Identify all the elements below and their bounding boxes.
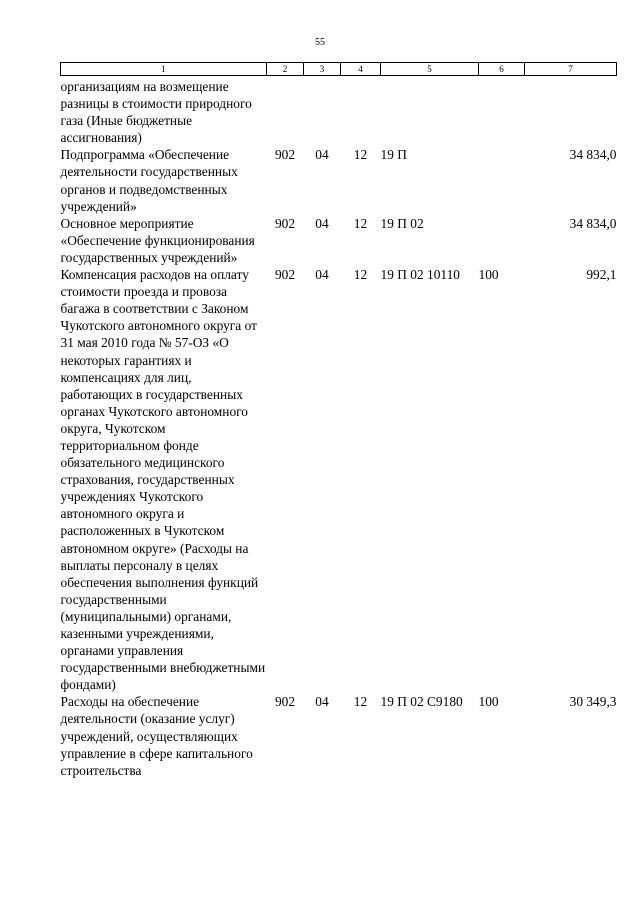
row-ministry-code: 902 — [274, 694, 296, 710]
row-target-article: 19 П 02 С9180 — [380, 694, 463, 710]
row-section-code: 04 — [315, 215, 329, 231]
row-subsection-code — [341, 76, 381, 147]
row-amount: 30 349,3 — [569, 694, 617, 710]
row-name: Подпрограмма «Обеспечение деятельности государственных органов и подведомственных учреждений» — [60, 147, 238, 214]
column-header: 7 — [525, 63, 617, 76]
row-amount: 34 834,0 — [569, 215, 617, 231]
column-header: 3 — [304, 63, 341, 76]
row-ministry-code: 902 — [274, 267, 296, 283]
table-row — [61, 266, 617, 693]
column-header: 1 — [61, 63, 267, 76]
row-name: организациям на возмещение разницы в стоимости природного газа (Иные бюджетные ассигнования) — [60, 79, 252, 146]
column-header: 6 — [479, 63, 525, 76]
budget-table — [60, 62, 617, 779]
row-section-code: 04 — [315, 147, 329, 163]
column-header: 5 — [381, 63, 479, 76]
row-expense-type: 100 — [478, 694, 499, 710]
row-name: Основное мероприятие «Обеспечение функционирования государственных учреждений» — [60, 215, 255, 265]
column-header: 4 — [341, 63, 381, 76]
row-section-code: 04 — [315, 267, 329, 283]
table-row — [61, 693, 617, 778]
row-subsection-code: 12 — [353, 267, 368, 283]
row-expense-type — [479, 76, 525, 147]
row-expense-type: 100 — [478, 267, 499, 283]
row-ministry-code: 902 — [274, 215, 296, 231]
table-row — [61, 146, 617, 214]
row-expense-type — [479, 146, 525, 214]
table-row — [61, 215, 617, 266]
row-ministry-code — [267, 76, 304, 147]
page-number: 55 — [315, 37, 325, 48]
row-amount — [525, 76, 617, 147]
row-name: Компенсация расходов на оплату стоимости проезда и провоза багажа в соответствии с Законом Чукотского автономного округа от 31 мая 2010 года № 57-ОЗ «О некоторых гарантиях и компенсациях для лиц, работающих в государственных органах Чукотского автономного округа, Чукотском территориальном фонде обязательного медицинского страхования, государственных учреждениях Чукотского автономного округа и расположенных в Чукотском автономном округе» (Расходы на выплаты персоналу в целях обеспечения выполнения функций государственными (муниципальными) органами, казенными учреждениями, органами управления государственными внебюджетными фондами) — [60, 267, 266, 693]
row-target-article: 19 П — [380, 147, 407, 163]
row-section-code — [304, 76, 341, 147]
row-name: Расходы на обеспечение деятельности (оказание услуг) учреждений, осуществляющих управление в сфере капитального строительства — [60, 694, 253, 778]
row-expense-type — [479, 215, 525, 266]
row-amount: 992,1 — [586, 267, 617, 283]
row-subsection-code: 12 — [353, 215, 368, 231]
row-subsection-code: 12 — [353, 694, 368, 710]
row-section-code: 04 — [315, 694, 329, 710]
row-amount: 34 834,0 — [569, 147, 617, 163]
row-subsection-code: 12 — [353, 147, 368, 163]
table-row — [61, 76, 617, 147]
table-header-row — [61, 63, 617, 76]
row-target-article: 19 П 02 10110 — [380, 267, 460, 283]
row-ministry-code: 902 — [274, 147, 296, 163]
column-header: 2 — [267, 63, 304, 76]
row-target-article — [381, 76, 479, 147]
row-target-article: 19 П 02 — [380, 215, 424, 231]
